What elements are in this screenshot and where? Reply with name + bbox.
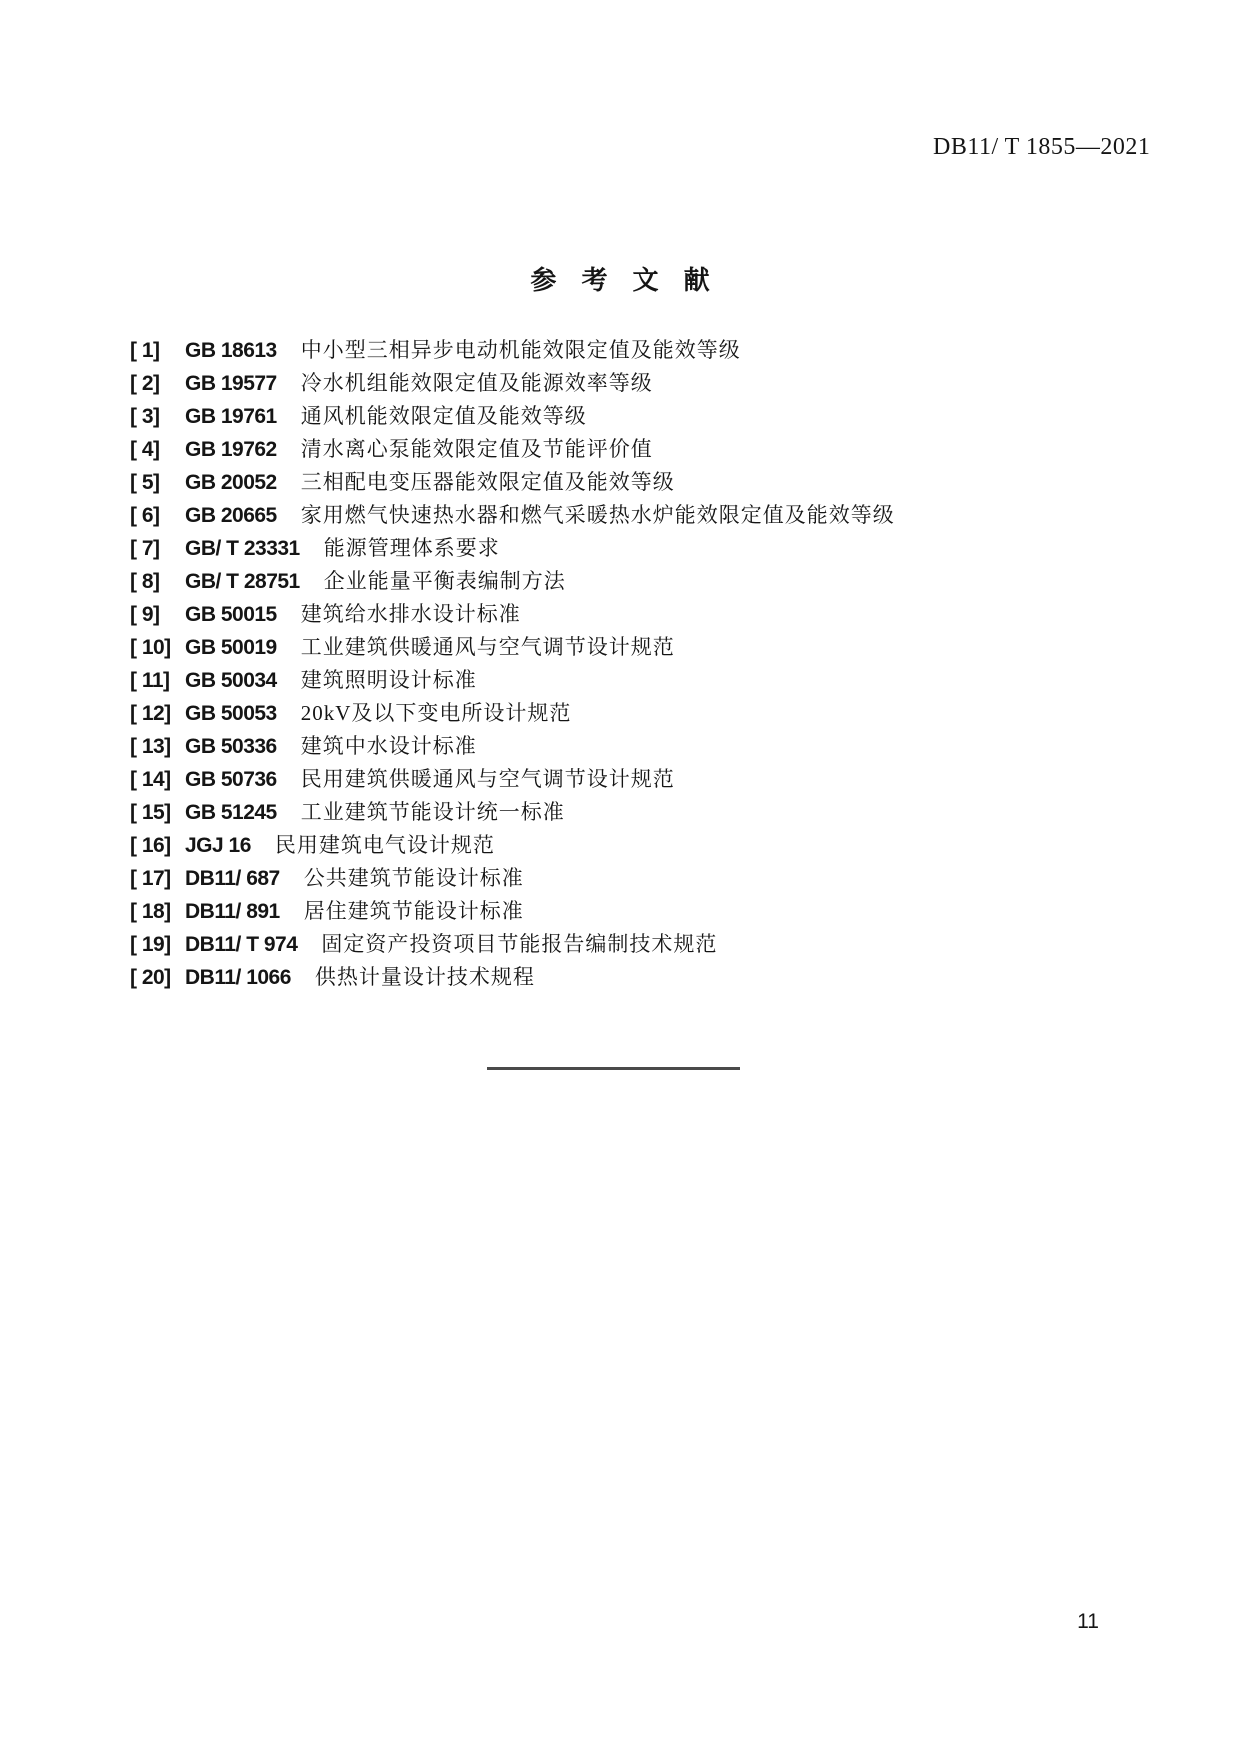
reference-title: 公共建筑节能设计标准 [303, 866, 524, 890]
reference-standard-code: DB11/ 891 [185, 900, 280, 923]
reference-number: [ 1] [130, 339, 160, 362]
reference-number: [ 14] [130, 768, 171, 791]
reference-item [130, 466, 1170, 499]
reference-number: [ 8] [130, 570, 160, 593]
reference-title: 企业能量平衡表编制方法 [323, 569, 566, 593]
reference-standard-code: GB 50053 [185, 702, 277, 725]
reference-number: [ 3] [130, 405, 160, 428]
reference-number: [ 9] [130, 603, 160, 626]
reference-standard-code: GB 50019 [185, 636, 277, 659]
reference-item [130, 367, 1170, 400]
reference-number: [ 16] [130, 834, 171, 857]
reference-item [130, 499, 1170, 532]
reference-standard-code: GB/ T 28751 [185, 570, 300, 593]
reference-number: [ 6] [130, 504, 160, 527]
reference-title: 中小型三相异步电动机能效限定值及能效等级 [300, 338, 741, 362]
reference-title: 20kV及以下变电所设计规范 [300, 701, 572, 725]
reference-title: 工业建筑节能设计统一标准 [300, 800, 565, 824]
reference-title: 通风机能效限定值及能效等级 [300, 404, 587, 428]
reference-number: [ 2] [130, 372, 160, 395]
reference-standard-code: JGJ 16 [185, 834, 251, 857]
reference-item [130, 532, 1170, 565]
reference-item [130, 598, 1170, 631]
reference-number: [ 20] [130, 966, 171, 989]
reference-item [130, 400, 1170, 433]
reference-standard-code: GB 19577 [185, 372, 277, 395]
reference-title: 固定资产投资项目节能报告编制技术规范 [321, 932, 718, 956]
reference-standard-code: GB 51245 [185, 801, 277, 824]
reference-item [130, 763, 1170, 796]
reference-item [130, 565, 1170, 598]
reference-item [130, 730, 1170, 763]
reference-standard-code: GB 18613 [185, 339, 277, 362]
reference-title: 供热计量设计技术规程 [314, 965, 535, 989]
page-number: 11 [1077, 1610, 1099, 1633]
reference-title: 民用建筑供暖通风与空气调节设计规范 [300, 767, 675, 791]
reference-title: 建筑给水排水设计标准 [300, 602, 521, 626]
reference-title: 居住建筑节能设计标准 [303, 899, 524, 923]
reference-item [130, 796, 1170, 829]
reference-title: 冷水机组能效限定值及能源效率等级 [300, 371, 653, 395]
reference-standard-code: GB 50736 [185, 768, 277, 791]
reference-number: [ 10] [130, 636, 171, 659]
reference-number: [ 13] [130, 735, 171, 758]
reference-number: [ 5] [130, 471, 160, 494]
page-title: 参 考 文 献 [530, 266, 718, 296]
reference-standard-code: GB 19762 [185, 438, 277, 461]
reference-standard-code: GB 50015 [185, 603, 277, 626]
reference-item [130, 334, 1170, 367]
reference-number: [ 18] [130, 900, 171, 923]
reference-title: 建筑中水设计标准 [300, 734, 477, 758]
reference-item [130, 961, 1170, 994]
reference-item [130, 697, 1170, 730]
reference-standard-code: GB 50034 [185, 669, 277, 692]
reference-standard-code: GB 20665 [185, 504, 277, 527]
reference-item [130, 862, 1170, 895]
reference-title: 能源管理体系要求 [323, 536, 500, 560]
reference-item [130, 895, 1170, 928]
reference-number: [ 15] [130, 801, 171, 824]
reference-standard-code: GB 50336 [185, 735, 277, 758]
reference-number: [ 19] [130, 933, 171, 956]
reference-title: 家用燃气快速热水器和燃气采暖热水炉能效限定值及能效等级 [300, 503, 895, 527]
reference-item [130, 631, 1170, 664]
reference-title: 工业建筑供暖通风与空气调节设计规范 [300, 635, 675, 659]
reference-standard-code: DB11/ 687 [185, 867, 280, 890]
reference-standard-code: DB11/ T 974 [185, 933, 298, 956]
reference-title: 建筑照明设计标准 [300, 668, 477, 692]
reference-number: [ 17] [130, 867, 171, 890]
reference-list [130, 334, 1170, 994]
section-divider-line [487, 1067, 740, 1070]
reference-number: [ 7] [130, 537, 160, 560]
reference-number: [ 4] [130, 438, 160, 461]
reference-standard-code: DB11/ 1066 [185, 966, 291, 989]
reference-item [130, 829, 1170, 862]
document-standard-code-header: DB11/ T 1855—2021 [933, 134, 1151, 160]
reference-title: 民用建筑电气设计规范 [274, 833, 495, 857]
reference-standard-code: GB/ T 23331 [185, 537, 300, 560]
reference-number: [ 11] [130, 669, 170, 692]
reference-item [130, 928, 1170, 961]
reference-title: 三相配电变压器能效限定值及能效等级 [300, 470, 675, 494]
reference-item [130, 433, 1170, 466]
reference-standard-code: GB 20052 [185, 471, 277, 494]
reference-standard-code: GB 19761 [185, 405, 277, 428]
reference-item [130, 664, 1170, 697]
reference-title: 清水离心泵能效限定值及节能评价值 [300, 437, 653, 461]
reference-number: [ 12] [130, 702, 171, 725]
